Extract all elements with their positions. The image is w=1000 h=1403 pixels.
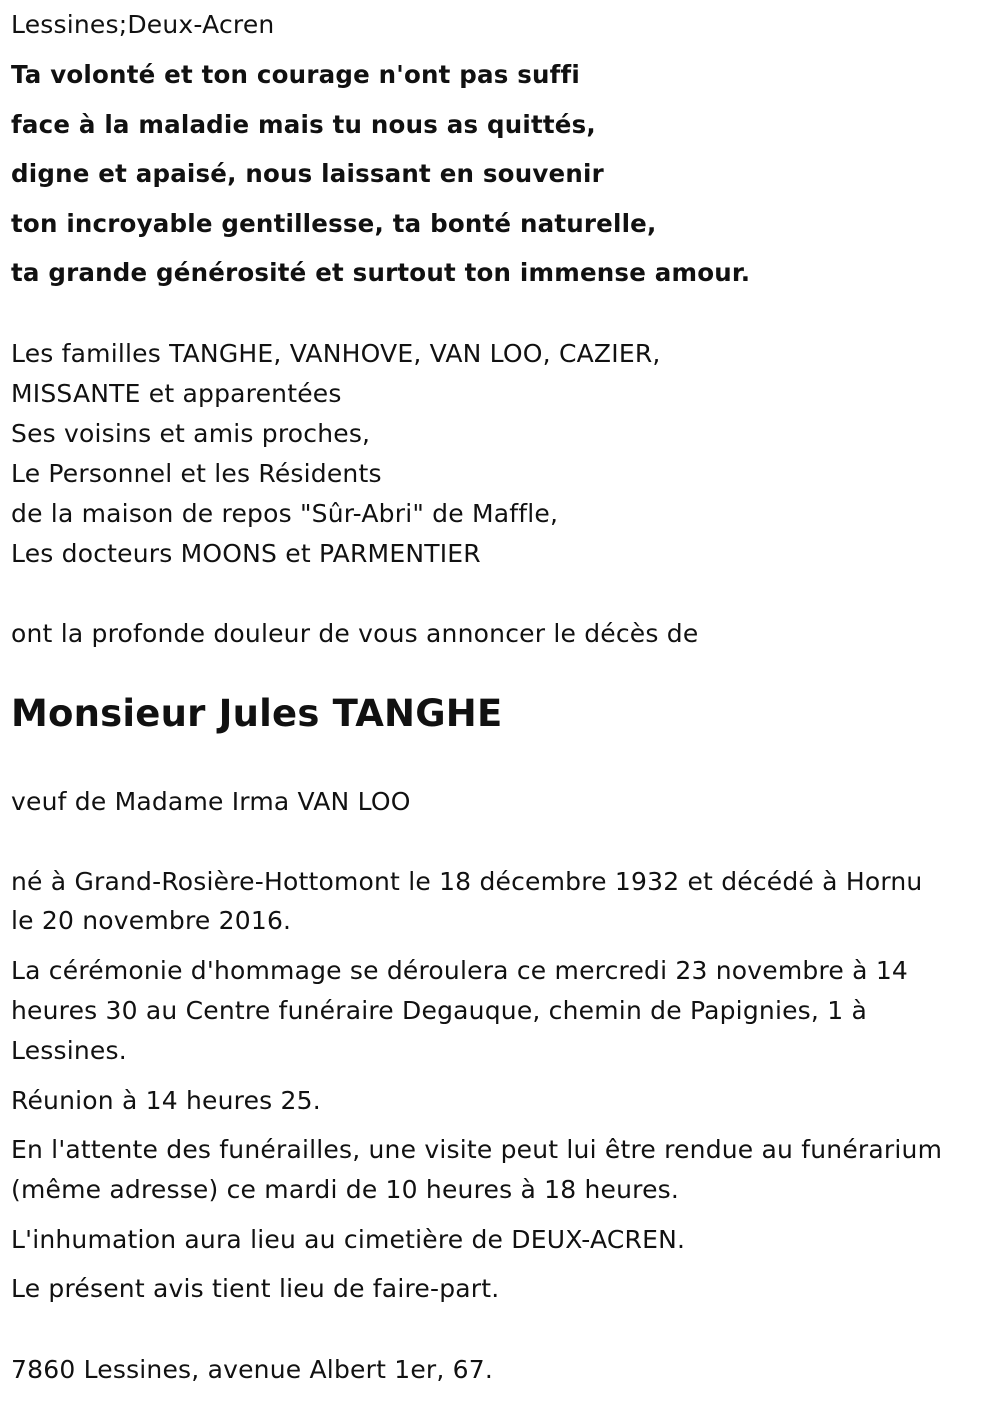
announcement: ont la profonde douleur de vous annoncer le décès de bbox=[11, 619, 699, 648]
visit-line: En l'attente des funérailles, une visite peut lui être rendue au funérarium bbox=[11, 1135, 943, 1164]
location-header: Lessines;Deux-Acren bbox=[11, 10, 275, 39]
meeting: Réunion à 14 heures 25. bbox=[11, 1086, 321, 1115]
visit-line: (même adresse) ce mardi de 10 heures à 18 heures. bbox=[11, 1175, 680, 1204]
poem-line: Ta volonté et ton courage n'ont pas suffi bbox=[11, 60, 580, 89]
widower-of: veuf de Madame Irma VAN LOO bbox=[11, 787, 411, 816]
burial: L'inhumation aura lieu au cimetière de DEUX-ACREN. bbox=[11, 1225, 686, 1254]
deceased-name: Monsieur Jules TANGHE bbox=[11, 692, 503, 735]
family-line: Les familles TANGHE, VANHOVE, VAN LOO, CAZIER, bbox=[11, 339, 661, 368]
address: 7860 Lessines, avenue Albert 1er, 67. bbox=[11, 1355, 494, 1384]
family-line: Les docteurs MOONS et PARMENTIER bbox=[11, 539, 481, 568]
family-line: de la maison de repos "Sûr-Abri" de Maffle, bbox=[11, 499, 559, 528]
family-line: Ses voisins et amis proches, bbox=[11, 419, 371, 448]
ceremony-line: Lessines. bbox=[11, 1036, 127, 1065]
poem-line: digne et apaisé, nous laissant en souvenir bbox=[11, 159, 604, 188]
family-line: Le Personnel et les Résidents bbox=[11, 459, 382, 488]
poem-line: face à la maladie mais tu nous as quittés, bbox=[11, 110, 596, 139]
ceremony-line: La cérémonie d'hommage se déroulera ce mercredi 23 novembre à 14 bbox=[11, 956, 909, 985]
birth-death-line: né à Grand-Rosière-Hottomont le 18 décembre 1932 et décédé à Hornu bbox=[11, 867, 923, 896]
notice: Le présent avis tient lieu de faire-part. bbox=[11, 1274, 500, 1303]
poem-line: ton incroyable gentillesse, ta bonté naturelle, bbox=[11, 209, 657, 238]
family-line: MISSANTE et apparentées bbox=[11, 379, 342, 408]
poem-line: ta grande générosité et surtout ton immense amour. bbox=[11, 258, 751, 287]
ceremony-line: heures 30 au Centre funéraire Degauque, chemin de Papignies, 1 à bbox=[11, 996, 867, 1025]
birth-death-line: le 20 novembre 2016. bbox=[11, 906, 292, 935]
